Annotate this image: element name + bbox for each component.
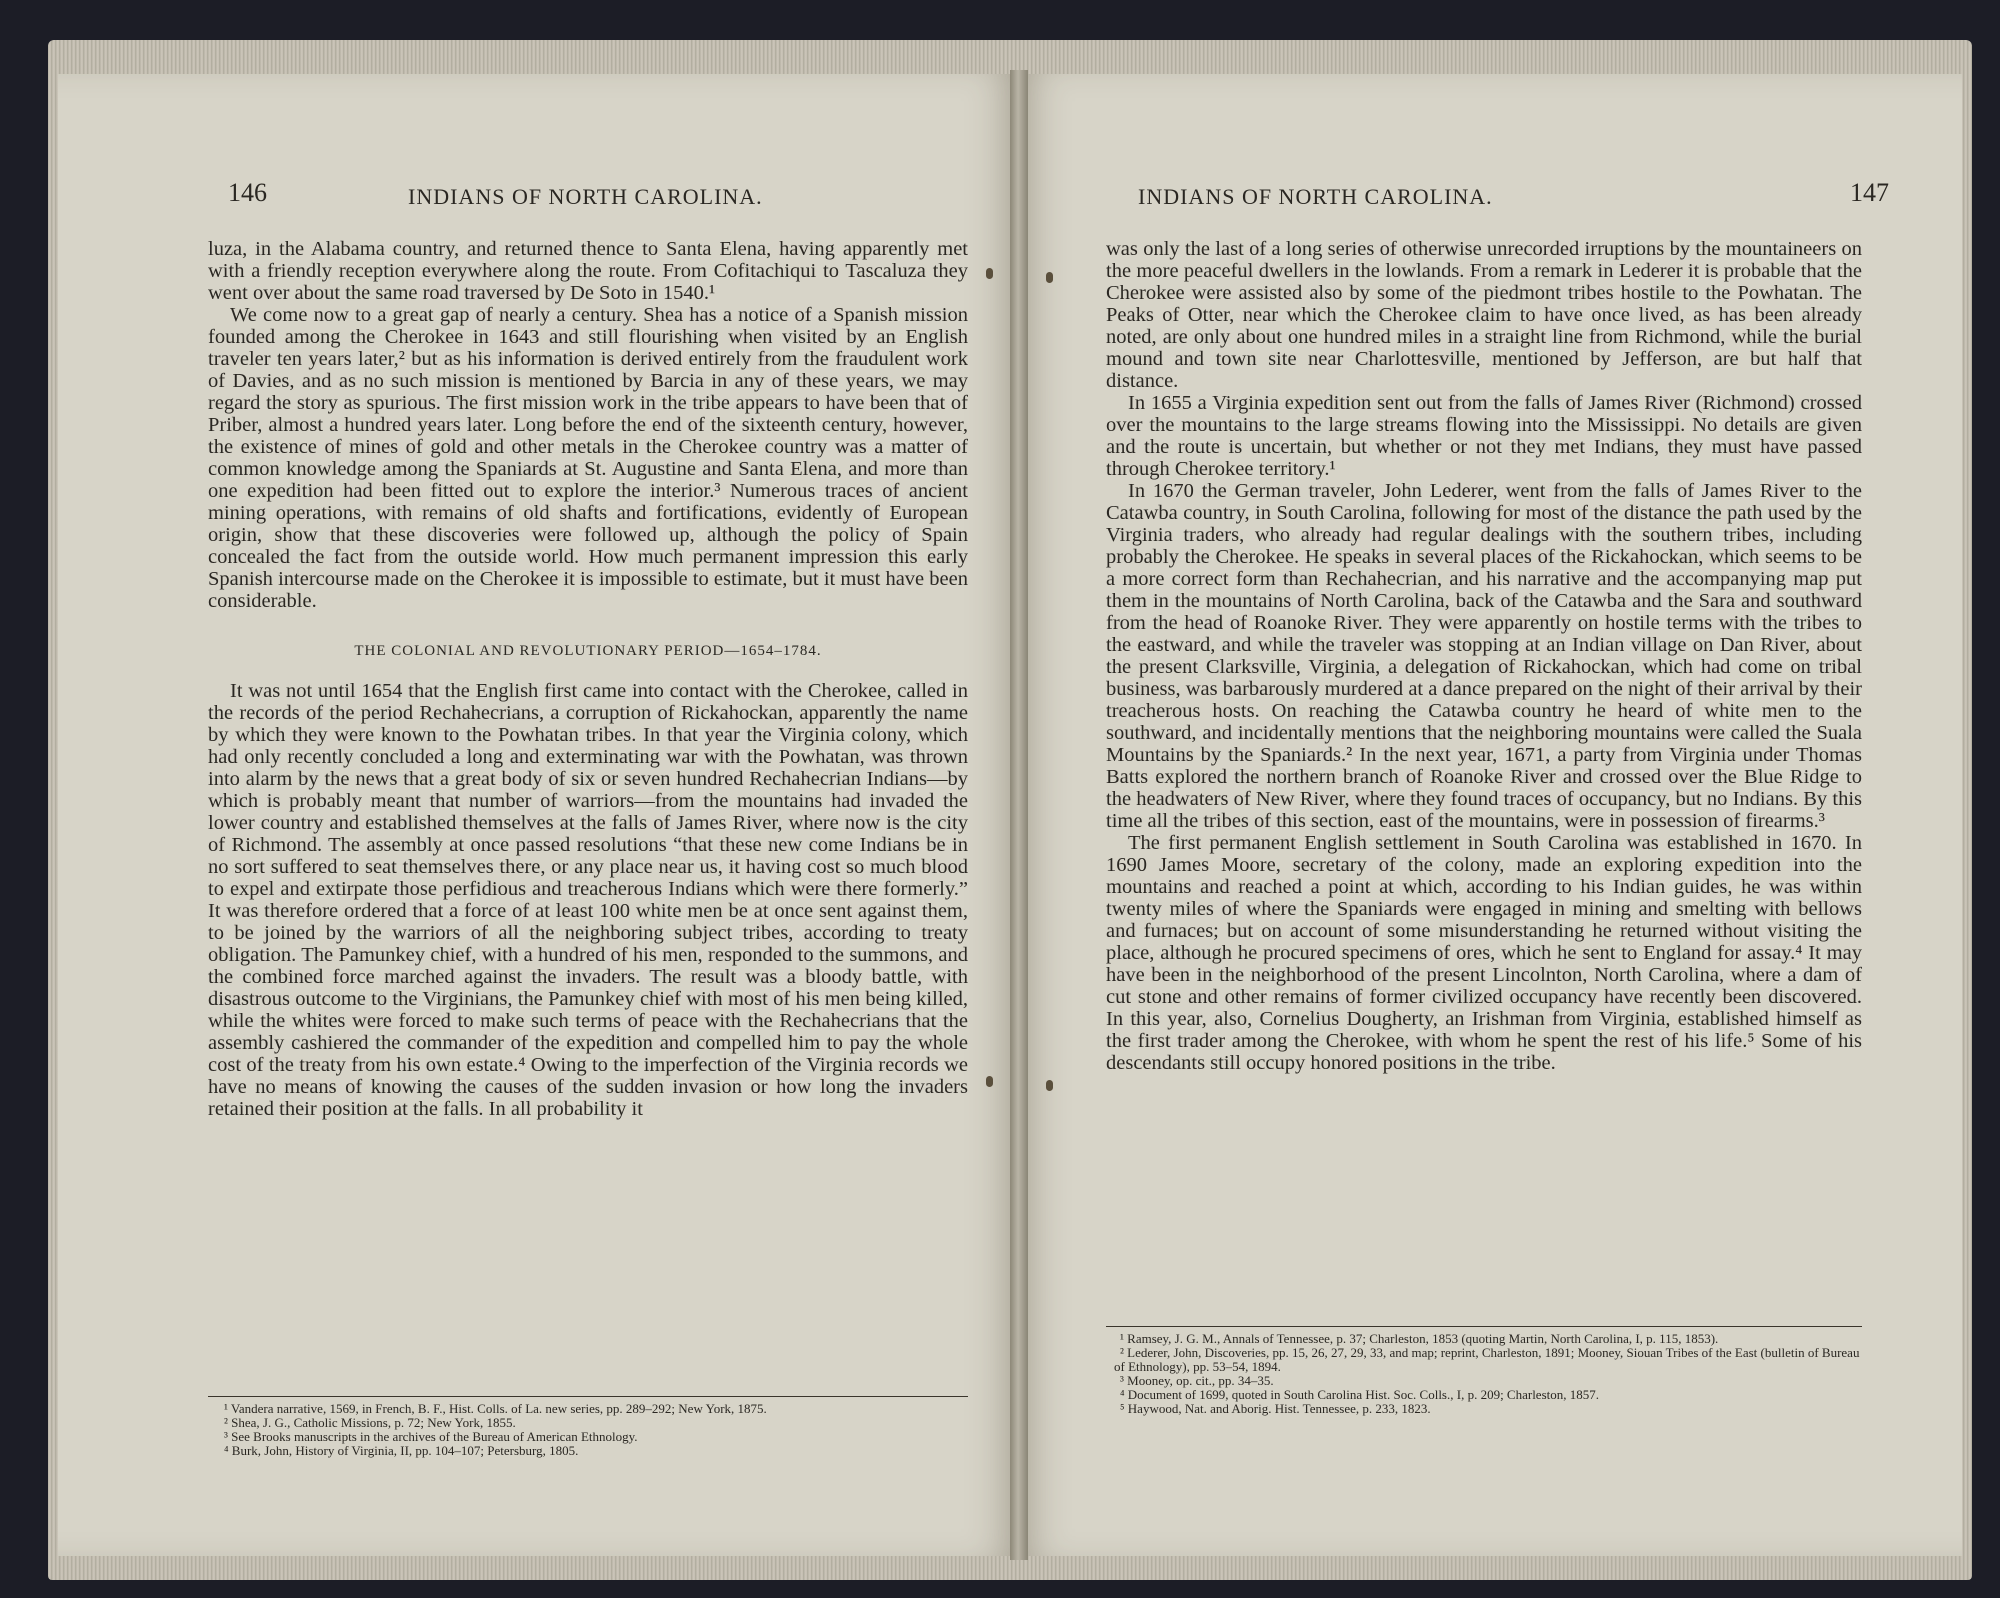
- footnote: ³ Mooney, op. cit., pp. 34–35.: [1120, 1373, 1274, 1388]
- right-page: [1018, 74, 1962, 1556]
- footnote: ⁵ Haywood, Nat. and Aborig. Hist. Tennessee, p. 233, 1823.: [1120, 1401, 1431, 1416]
- footnote: ⁴ Document of 1699, quoted in South Carolina Hist. Soc. Colls., I, p. 209; Charleston, 1857.: [1120, 1387, 1600, 1402]
- left-page: [58, 74, 1018, 1556]
- right-paragraph: In 1670 the German traveler, John Lederer, went from the falls of James River to the Catawba country, in South Carolina, following for most of the distance the path used by the Virginia traders, who already had regular dealings with the southern tribes, including probably the Cherokee. He speaks in several places of the Rickahockan, which seems to be a more correct form than Rechahecrian, and his narrative and the accompanying map put them in the mountains of North Carolina, back of the Catawba and the Sara and southward from the head of Roanoke River. They were apparently on hostile terms with the tribes to the eastward, and while the traveler was stopping at an Indian village on Dan River, about the present Clarksville, Virginia, a delegation of Rickahockan, which had come on tribal business, was barbarously murdered at a dance prepared on the night of their arrival by their treacherous hosts. On reaching the Catawba country he heard of white men to the southward, and incidentally mentions that the neighboring mountains were called the Suala Mountains by the Spaniards.² In the next year, 1671, a party from Virginia under Thomas Batts explored the northern branch of Roanoke River and crossed over the Blue Ridge to the headwaters of New River, where they found traces of occupancy, but no Indians. By this time all the tribes of this section, east of the mountains, were in possession of firearms.³: [1106, 480, 1862, 832]
- footnote: ¹ Vandera narrative, 1569, in French, B. F., Hist. Colls. of La. new series, pp. 289–292; New York, 1875.: [224, 1401, 767, 1416]
- right-footnotes: [1114, 1332, 1862, 1416]
- section-heading: THE COLONIAL AND REVOLUTIONARY PERIOD—1654–1784.: [354, 643, 822, 659]
- footnote: ² Shea, J. G., Catholic Missions, p. 72; New York, 1855.: [224, 1415, 516, 1430]
- book-gutter: [1010, 70, 1028, 1560]
- binding-hole: [986, 1076, 993, 1087]
- left-page-number: 146: [228, 178, 267, 207]
- left-paragraph: It was not until 1654 that the English first came into contact with the Cherokee, called in the records of the period Rechahecrians, a corruption of Rickahockan, apparently the name by which they were known to the Powhatan tribes. In that year the Virginia colony, which had only recently concluded a long and exterminating war with the Powhatan, was thrown into alarm by the news that a great body of six or seven hundred Rechahecrian Indians—by which is probably meant that number of warriors—from the mountains had invaded the lower country and established themselves at the falls of James River, where now is the city of Richmond. The assembly at once passed resolutions “that these new come Indians be in no sort suffered to seat themselves there, or any place near us, it having cost so much blood to expel and extirpate those perfidious and treacherous Indians which were there formerly.” It was therefore ordered that a force of at least 100 white men be at once sent against them, to be joined by the warriors of all the neighboring subject tribes, according to treaty obligation. The Pamunkey chief, with a hundred of his men, responded to the summons, and the combined force marched against the invaders. The result was a bloody battle, with disastrous outcome to the Virginians, the Pamunkey chief with most of his men being killed, while the whites were forced to make such terms of peace with the Rechahecrians that the assembly cashiered the commander of the expedition and compelled him to pay the whole cost of the treaty from his own estate.⁴ Owing to the imperfection of the Virginia records we have no means of knowing the causes of the sudden invasion or how long the invaders retained their position at the falls. In all probability it: [208, 680, 968, 1120]
- left-running-head: INDIANS OF NORTH CAROLINA.: [408, 184, 763, 209]
- left-body-text: [208, 238, 968, 1120]
- left-footnote-rule: [208, 1396, 968, 1397]
- right-body-text: [1106, 238, 1862, 1074]
- right-footnote-rule: [1106, 1326, 1862, 1327]
- right-paragraph: The first permanent English settlement in South Carolina was established in 1670. In 1690 James Moore, secretary of the colony, made an exploring expedition into the mountains and reached a point at which, according to his Indian guides, he was within twenty miles of where the Spaniards were engaged in mining and smelting with bellows and furnaces; but on account of some misunderstanding he returned without visiting the place, although he procured specimens of ores, which he sent to England for assay.⁴ It may have been in the neighborhood of the present Lincolnton, North Carolina, where a dam of cut stone and other remains of former civilized occupancy have recently been discovered. In this year, also, Cornelius Dougherty, an Irishman from Virginia, established himself as the first trader among the Cherokee, with whom he spent the rest of his life.⁵ Some of his descendants still occupy honored positions in the tribe.: [1106, 832, 1862, 1074]
- right-page-number: 147: [1850, 178, 1889, 207]
- left-paragraph: luza, in the Alabama country, and returned thence to Santa Elena, having apparently met with a friendly reception everywhere along the route. From Cofitachiqui to Tascaluza they went over about the same road traversed by De Soto in 1540.¹: [208, 238, 968, 304]
- binding-hole: [1046, 272, 1053, 283]
- footnote: ² Lederer, John, Discoveries, pp. 15, 26, 27, 29, 33, and map; reprint, Charleston, 1891; Mooney, Siouan Tribes of the East (bulletin of Bureau of Ethnology), pp. 53–54, 1894.: [1114, 1345, 1860, 1374]
- footnote: ¹ Ramsey, J. G. M., Annals of Tennessee, p. 37; Charleston, 1853 (quoting Martin, North Carolina, I, p. 115, 1853).: [1120, 1331, 1719, 1346]
- right-paragraph: In 1655 a Virginia expedition sent out from the falls of James River (Richmond) crossed over the mountains to the large streams flowing into the Mississippi. No details are given and the route is uncertain, but whether or not they met Indians, they must have passed through Cherokee territory.¹: [1106, 392, 1862, 480]
- right-paragraph: was only the last of a long series of otherwise unrecorded irruptions by the mountaineers on the more peaceful dwellers in the lowlands. From a remark in Lederer it is probable that the Cherokee were assisted also by some of the piedmont tribes hostile to the Powhatan. The Peaks of Otter, near which the Cherokee claim to have once lived, as has been already noted, are only about one hundred miles in a straight line from Richmond, while the burial mound and town site near Charlottesville, mentioned by Jefferson, are but half that distance.: [1106, 238, 1862, 392]
- left-paragraph: We come now to a great gap of nearly a century. Shea has a notice of a Spanish mission founded among the Cherokee in 1643 and still flourishing when visited by an English traveler ten years later,² but as his information is derived entirely from the fraudulent work of Davies, and as no such mission is mentioned by Barcia in any of these years, we may regard the story as spurious. The first mission work in the tribe appears to have been that of Priber, almost a hundred years later. Long before the end of the sixteenth century, however, the existence of mines of gold and other metals in the Cherokee country was a matter of common knowledge among the Spaniards at St. Augustine and Santa Elena, and more than one expedition had been fitted out to explore the interior.³ Numerous traces of ancient mining operations, with remains of old shafts and fortifications, evidently of European origin, show that these discoveries were followed up, although the policy of Spain concealed the fact from the outside world. How much permanent impression this early Spanish intercourse made on the Cherokee it is impossible to estimate, but it must have been considerable.: [208, 304, 968, 612]
- right-running-head: INDIANS OF NORTH CAROLINA.: [1138, 184, 1493, 209]
- binding-hole: [1046, 1080, 1053, 1091]
- footnote: ⁴ Burk, John, History of Virginia, II, pp. 104–107; Petersburg, 1805.: [224, 1443, 579, 1458]
- footnote: ³ See Brooks manuscripts in the archives of the Bureau of American Ethnology.: [224, 1429, 638, 1444]
- left-footnotes: [218, 1402, 968, 1458]
- binding-hole: [986, 268, 993, 279]
- open-book: [48, 40, 1972, 1580]
